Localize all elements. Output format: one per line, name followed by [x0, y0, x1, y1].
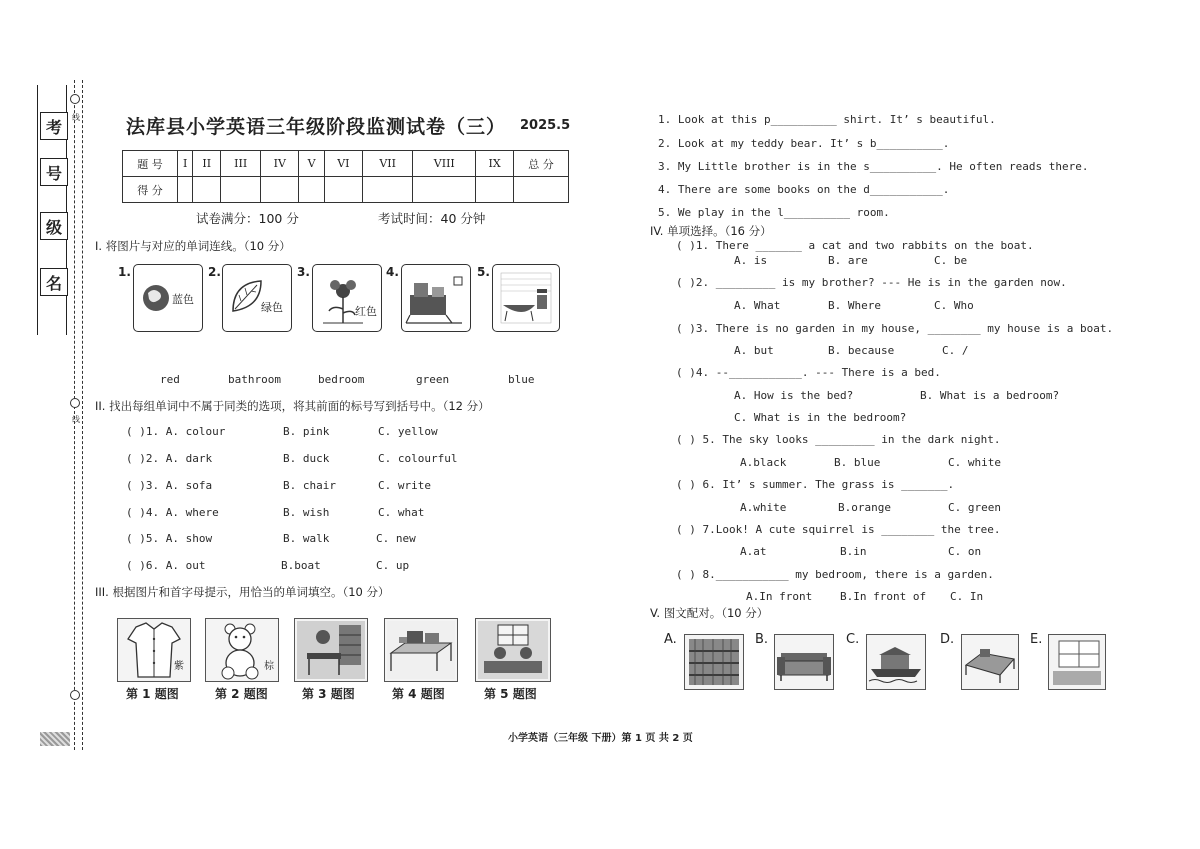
score-cell[interactable]	[362, 177, 412, 203]
part1-num-5: 5.	[477, 265, 490, 279]
binding-word-2: 线	[72, 415, 80, 424]
binding-label-3: 级	[40, 212, 68, 240]
score-cell[interactable]	[178, 177, 193, 203]
part5-letter-a: A.	[664, 632, 677, 647]
part2-item-6-b: B.boat	[281, 559, 321, 572]
binding-line-outer	[37, 85, 38, 335]
part4-q7-a: A.at	[740, 545, 767, 558]
part2-item-6-c: C. up	[376, 559, 410, 572]
bookshelf-icon	[685, 635, 743, 689]
sofa-icon	[775, 635, 833, 689]
full-score: 试卷满分：100 分	[196, 211, 299, 226]
part5-letter-e: E.	[1030, 632, 1043, 647]
part3-picture-4[interactable]	[384, 618, 458, 682]
part2-item-2-q: ( )2. A. dark	[126, 452, 213, 465]
part2-heading: II. 找出每组单词中不属于同类的选项，将其前面的标号写到括号中。（12 分）	[95, 399, 490, 413]
score-col-total: 总 分	[514, 151, 569, 177]
score-cell[interactable]	[221, 177, 261, 203]
part2-item-5-b: B. walk	[283, 532, 330, 545]
part4-q6-c: C. green	[948, 501, 1001, 514]
part5-picture-b[interactable]	[774, 634, 834, 690]
part2-item-5-q: ( )5. A. show	[126, 532, 213, 545]
part4-q2-b: B. Where	[828, 299, 881, 312]
binding-label-2: 号	[40, 158, 68, 186]
window-room-icon	[1049, 635, 1105, 689]
part4-q3-a: A. but	[734, 344, 774, 357]
part3-picture-2[interactable]	[205, 618, 279, 682]
part4-q6: ( ) 6. It’ s summer. The grass is _______.	[676, 478, 955, 491]
score-col-6: VI	[324, 151, 362, 177]
bed-icon	[962, 635, 1018, 689]
binding-circle-3	[70, 690, 80, 700]
color-label-3: 红色	[355, 305, 377, 318]
part1-word-4: green	[416, 373, 450, 386]
exam-time: 考试时间：40 分钟	[378, 211, 486, 226]
part4-q5-b: B. blue	[834, 456, 881, 469]
part5-letter-d: D.	[940, 632, 955, 647]
part4-q5: ( ) 5. The sky looks _________ in the dark night.	[676, 433, 1001, 446]
part2-item-4-q: ( )4. A. where	[126, 506, 219, 519]
part3-sentence-2: 2. Look at my teddy bear. It’ s b__________.	[658, 137, 950, 150]
boat-house-icon	[867, 635, 925, 689]
score-row-points	[123, 177, 569, 203]
part1-num-2: 2.	[208, 265, 221, 279]
part4-q1-c: C. be	[934, 254, 968, 267]
exam-date: 2025.5	[520, 118, 571, 133]
score-col-7: VII	[362, 151, 412, 177]
part2-item-4-c: C. what	[378, 506, 425, 519]
part4-heading: IV. 单项选择。（16 分）	[650, 224, 772, 238]
part4-q8-b: B.In front of	[840, 590, 927, 603]
part2-item-4-b: B. wish	[283, 506, 330, 519]
part2-item-1-b: B. pink	[283, 425, 330, 438]
part1-heading: I. 将图片与对应的单词连线。（10 分）	[95, 239, 291, 253]
part5-picture-e[interactable]	[1048, 634, 1106, 690]
part1-num-3: 3.	[297, 265, 310, 279]
part4-q8: ( ) 8.___________ my bedroom, there is a garden.	[676, 568, 994, 581]
cut-line-2	[82, 80, 83, 750]
binding-circle-2	[70, 398, 80, 408]
part5-picture-d[interactable]	[961, 634, 1019, 690]
part3-sentence-1: 1. Look at this p__________ shirt. It’ s beautiful.	[658, 113, 996, 126]
part1-word-5: blue	[508, 373, 535, 386]
score-cell[interactable]	[514, 177, 569, 203]
score-col-3: III	[221, 151, 261, 177]
part4-q1-b: B. are	[828, 254, 868, 267]
binding-word-1: 线	[72, 113, 80, 122]
page-footer: 小学英语（三年级 下册）第 1 页 共 2 页	[508, 733, 693, 744]
part1-num-1: 1.	[118, 265, 131, 279]
part5-heading: V. 图文配对。（10 分）	[650, 606, 769, 620]
score-table	[122, 150, 569, 203]
part2-item-3-c: C. write	[378, 479, 431, 492]
part4-q8-c: C. In	[950, 590, 984, 603]
part3-tag-1: 紫	[174, 661, 184, 672]
exam-title: 法库县小学英语三年级阶段监测试卷（三）	[126, 116, 507, 138]
score-col-1: I	[178, 151, 193, 177]
part3-sentence-5: 5. We play in the l__________ room.	[658, 206, 890, 219]
binding-label-4: 名	[40, 268, 68, 296]
part5-picture-c[interactable]	[866, 634, 926, 690]
bathroom-icon	[493, 265, 559, 331]
part4-q5-a: A.black	[740, 456, 787, 469]
part4-q3-b: B. because	[828, 344, 895, 357]
part3-caption-1: 第 1 题图	[126, 687, 179, 701]
score-col-5: V	[299, 151, 325, 177]
part2-item-5-c: C. new	[376, 532, 416, 545]
score-cell[interactable]	[476, 177, 514, 203]
part1-picture-3[interactable]	[312, 264, 382, 332]
part5-letter-b: B.	[755, 632, 769, 647]
part4-q2-a: A. What	[734, 299, 781, 312]
part4-q7: ( ) 7.Look! A cute squirrel is ________ the tree.	[676, 523, 1001, 536]
part2-item-1-q: ( )1. A. colour	[126, 425, 226, 438]
score-cell[interactable]	[261, 177, 299, 203]
part2-item-3-b: B. chair	[283, 479, 336, 492]
binding-label-1: 考	[40, 112, 68, 140]
study-room-icon	[295, 619, 367, 681]
part4-q4: ( )4. --___________. --- There is a bed.	[676, 366, 941, 379]
part1-picture-4[interactable]	[401, 264, 471, 332]
binding-circle-1	[70, 94, 80, 104]
score-col-9: IX	[476, 151, 514, 177]
flower-icon	[313, 265, 381, 331]
part4-q8-a: A.In front	[746, 590, 813, 603]
part1-picture-1[interactable]	[133, 264, 203, 332]
scan-smudge	[40, 732, 70, 746]
leaf-icon	[223, 265, 291, 331]
part4-q1: ( )1. There _______ a cat and two rabbits on the boat.	[676, 239, 1034, 252]
part1-word-1: red	[160, 373, 180, 386]
part3-heading: III. 根据图片和首字母提示，用恰当的单词填空。（10 分）	[95, 585, 390, 599]
part4-q6-b: B.orange	[838, 501, 891, 514]
part1-word-2: bathroom	[228, 373, 281, 386]
score-cell[interactable]	[324, 177, 362, 203]
part4-q2: ( )2. _________ is my brother? --- He is in the garden now.	[676, 276, 1067, 289]
bedroom-icon	[402, 265, 470, 331]
part1-num-4: 4.	[386, 265, 399, 279]
part2-item-6-q: ( )6. A. out	[126, 559, 206, 572]
part4-q7-c: C. on	[948, 545, 982, 558]
part3-sentence-3: 3. My Little brother is in the s__________. He often reads there.	[658, 160, 1089, 173]
part4-q3-c: C. /	[942, 344, 969, 357]
part2-item-2-b: B. duck	[283, 452, 330, 465]
part1-word-3: bedroom	[318, 373, 365, 386]
part3-caption-2: 第 2 题图	[215, 687, 268, 701]
part4-q3: ( )3. There is no garden in my house, ________ my house is a boat.	[676, 322, 1114, 335]
part2-item-3-q: ( )3. A. sofa	[126, 479, 213, 492]
score-cell[interactable]	[193, 177, 221, 203]
part3-picture-5[interactable]	[475, 618, 551, 682]
score-row-label: 题 号	[123, 151, 178, 177]
score-row2-label: 得 分	[123, 177, 178, 203]
score-row-numbers	[123, 151, 569, 177]
score-col-8: VIII	[413, 151, 476, 177]
color-label-2: 绿色	[261, 301, 283, 314]
part3-caption-3: 第 3 题图	[302, 687, 355, 701]
color-label-1: 蓝色	[172, 293, 194, 306]
part4-q5-c: C. white	[948, 456, 1001, 469]
part3-caption-5: 第 5 题图	[484, 687, 537, 701]
part3-sentence-4: 4. There are some books on the d___________.	[658, 183, 950, 196]
part2-item-1-c: C. yellow	[378, 425, 438, 438]
part4-q4-b: B. What is a bedroom?	[920, 389, 1060, 402]
part2-item-2-c: C. colourful	[378, 452, 458, 465]
living-room-icon	[476, 619, 550, 681]
score-col-2: II	[193, 151, 221, 177]
part5-letter-c: C.	[846, 632, 860, 647]
part3-tag-2: 棕	[264, 661, 274, 672]
part4-q1-a: A. is	[734, 254, 768, 267]
desk-books-icon	[385, 619, 457, 681]
score-cell[interactable]	[299, 177, 325, 203]
part5-picture-a[interactable]	[684, 634, 744, 690]
part4-q4-a: A. How is the bed?	[734, 389, 854, 402]
part4-q2-c: C. Who	[934, 299, 974, 312]
part4-q7-b: B.in	[840, 545, 867, 558]
part1-picture-5[interactable]	[492, 264, 560, 332]
part3-picture-3[interactable]	[294, 618, 368, 682]
part4-q6-a: A.white	[740, 501, 787, 514]
part3-picture-1[interactable]	[117, 618, 191, 682]
score-col-4: IV	[261, 151, 299, 177]
part3-caption-4: 第 4 题图	[392, 687, 445, 701]
part1-picture-2[interactable]	[222, 264, 292, 332]
part4-q4-c: C. What is in the bedroom?	[734, 411, 907, 424]
score-cell[interactable]	[413, 177, 476, 203]
